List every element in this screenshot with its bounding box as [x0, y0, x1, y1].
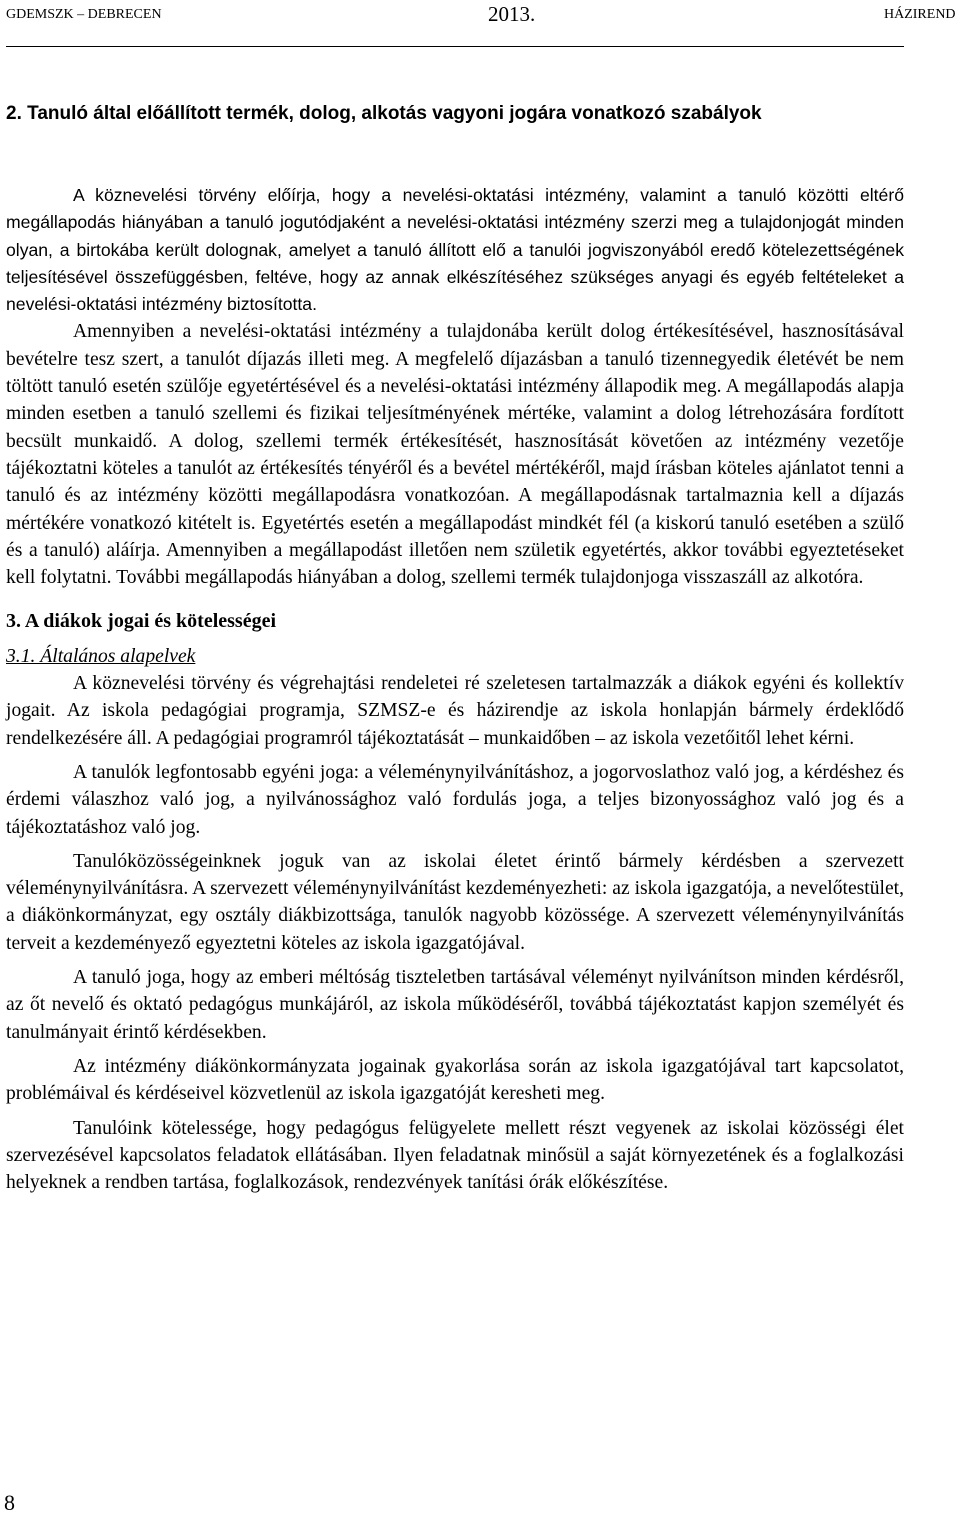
- section-3-paragraph-3: Tanulóközösségeinknek joguk van az iskolai életet érintő bármely kérdésben a szervezett véleménynyilvánításra. A szervezett véleménynyilvánítást kezdeményezheti: az iskola igazgatója, a nevelőtestület, a diákönkormányzat, egy osztály diákbizottsága, tanulók nagyobb közössége. A szervezett véleménynyilvánítás terveit a kezdeményező egyeztetni köteles az iskola igazgatójával.: [6, 850, 904, 954]
- section-2-paragraph-2: Amennyiben a nevelési-oktatási intézmény a tulajdonába került dolog értékesítésével, hasznosításával bevételre tesz szert, a tanulót díjazás illeti meg. A megfelelő díjazásban a tanuló tizennegyedik életévét be nem töltött tanuló esetén szülője egyetértésével és a nevelési-oktatási intézmény állapodik meg. A megállapodás alapja minden esetben a tanuló szellemi és fizikai teljesítményének mértéke, valamint a dolog létrehozására fordított becsült munkaidő. A dolog, szellemi termék értékesítését, hasznosítását követően az intézmény vezetője tájékoztatni köteles a tanulót az értékesítés tényéről és a bevétel mértékéről, majd írásban köteles ajánlatot tenni a tanuló és az intézmény közötti megállapodásra vonatkozóan. A megállapodásnak tartalmaznia kell a díjazás mértékére vonatkozó kitételt is. Egyetértés esetén a megállapodást mindkét fél (a kiskorú tanuló esetében a szülő és a tanuló) aláírja. Amennyiben a megállapodást illetően nem születik egyetértés, akkor további egyeztetéseket kell folytatni. További megállapodás hiányában a dolog, szellemi termék tulajdonjoga visszaszáll az alkotóra.: [6, 321, 904, 589]
- section-3-title: 3. A diákok jogai és kötelességei: [6, 610, 277, 633]
- page-number: 8: [4, 1490, 15, 1515]
- header-left: GDEMSZK – DEBRECEN: [6, 7, 162, 22]
- header-year: 2013.: [488, 2, 536, 26]
- section-3-1-title: 3.1. Általános alapelvek: [6, 645, 196, 667]
- section-3-paragraph-2: A tanulók legfontosabb egyéni joga: a véleménynyilvánításhoz, a jogorvoslathoz való jog, a kérdéshez és érdemi válaszhoz való jog, a nyilvánossághoz való fordulás joga, a teljes bizonyossághoz való jog és a tájékoztatáshoz való jog.: [6, 761, 904, 838]
- header-right: HÁZIREND: [884, 7, 956, 22]
- section-3-paragraph-1: A köznevelési törvény és végrehajtási rendeletei ré szeletesen tartalmazzák a diákok egyéni és kollektív jogait. Az iskola pedagógiai programja, SZMSZ-e és házirendje az iskola honlapján bármely érdeklődő rendelkezésére áll. A pedagógiai programról tájékoztatását – munkaidőben – az iskola vezetőitől lehet kérni.: [6, 673, 904, 749]
- page-header: [6, 2, 960, 30]
- section-2-paragraph-1: A köznevelési törvény előírja, hogy a nevelési-oktatási intézmény, valamint a tanuló közötti eltérő megállapodás hiányában a tanuló jogutódjaként a nevelési-oktatási intézmény szerzi meg a tulajdonjogát minden olyan, a birtokába került dolognak, amelyet a tanuló állított elő a tanulói jogviszonyából eredő kötelezettségének teljesítésével összefüggésben, feltéve, hogy az annak elkészítéséhez szükséges anyagi és egyéb feltételeket a nevelési-oktatási intézmény biztosította.: [6, 185, 904, 315]
- header-rule: [6, 46, 904, 47]
- document-body: [6, 100, 904, 1196]
- section-2-title: 2. Tanuló által előállított termék, dolog, alkotás vagyoni jogára vonatkozó szabályok: [6, 103, 762, 124]
- section-3-paragraph-6: Tanulóink kötelessége, hogy pedagógus felügyelete mellett részt vegyenek az iskolai közösségi élet szervezésével kapcsolatos feladatok ellátásában. Ilyen feladatnak minősül a saját környezetének és a foglalkozási helyeknek a rendben tartása, foglalkozások, rendezvények tanítási órák előkészítése.: [6, 1117, 904, 1194]
- section-3-paragraph-5: Az intézmény diákönkormányzata jogainak gyakorlása során az iskola igazgatójával tart kapcsolatot, problémáival és kérdéseivel közvetlenül az iskola igazgatóját keresheti meg.: [6, 1055, 904, 1105]
- section-3-paragraph-4: A tanuló joga, hogy az emberi méltóság tiszteletben tartásával véleményt nyilvánítson minden kérdésről, az őt nevelő és oktató pedagógus munkájáról, az iskola működéséről, továbbá tájékoztatást kapjon személyét és tanulmányait érintő kérdésekben.: [6, 967, 904, 1043]
